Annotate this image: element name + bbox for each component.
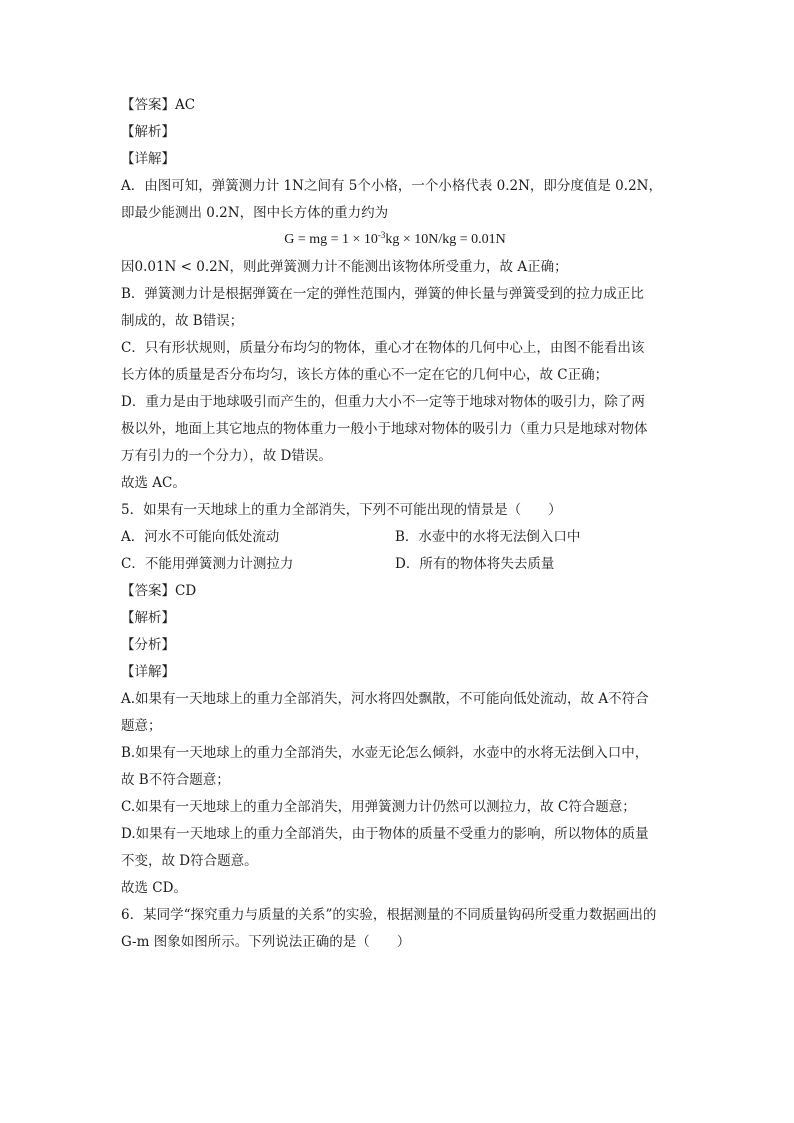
- q4-option-c-line-2: 长方体的质量是否分布均匀，该长方体的重心不一定在它的几何中心，故 C正确；: [121, 367, 609, 383]
- q4-conclusion: 故选 AC。: [121, 475, 186, 491]
- q5-fenxi-heading: 【分析】: [121, 637, 175, 653]
- formula-tail: kg × 10N/kg = 0.01N: [385, 232, 506, 247]
- q5-detail-heading: 【详解】: [121, 664, 175, 680]
- q5-analysis-heading: 【解析】: [121, 610, 175, 626]
- gravity-formula: [121, 231, 669, 249]
- q5-option-b-line-1: B.如果有一天地球上的重力全部消失，水壶无论怎么倾斜，水壶中的水将无法倒入口中，: [121, 745, 649, 761]
- q5-choice-d: D．所有的物体将失去质量: [395, 556, 555, 572]
- q5-choice-a: A．河水不可能向低处流动: [121, 529, 280, 545]
- q4-detail-heading: 【详解】: [121, 151, 175, 167]
- q4-option-b-line-2: 制成的，故 B错误；: [121, 313, 244, 329]
- formula-main: G = mg = 1 × 10: [284, 232, 378, 247]
- q5-choice-c: C．不能用弹簧测力计测拉力: [121, 556, 294, 572]
- q4-option-c-line-1: C．只有形状规则，质量分布均匀的物体，重心才在物体的几何中心上，由图不能看出该: [121, 340, 645, 356]
- q5-option-d-line-1: D.如果有一天地球上的重力全部消失，由于物体的质量不受重力的影响，所以物体的质量: [121, 826, 649, 842]
- q4-analysis-heading: 【解析】: [121, 124, 175, 140]
- q6-stem-line-1: 6．某同学“探究重力与质量的关系”的实验，根据测量的不同质量钩码所受重力数据画出的: [121, 907, 657, 923]
- q4-answer: 【答案】AC: [121, 97, 196, 113]
- q6-stem-line-2: G-m 图象如图所示。下列说法正确的是（ ）: [121, 934, 411, 950]
- q5-option-a-line-2: 题意；: [121, 718, 162, 734]
- q4-option-a-line-1: A．由图可知，弹簧测力计 1N之间有 5个小格，一个小格代表 0.2N，即分度值是 0.2N，: [121, 178, 662, 194]
- q5-option-d-line-2: 不变，故 D符合题意。: [121, 853, 258, 869]
- q4-option-d-line-3: 万有引力的一个分力），故 D错误。: [121, 448, 332, 464]
- q5-conclusion: 故选 CD。: [121, 880, 187, 896]
- q4-option-d-line-1: D．重力是由于地球吸引而产生的，但重力大小不一定等于地球对物体的吸引力，除了两: [121, 394, 645, 410]
- q5-option-a-line-1: A.如果有一天地球上的重力全部消失，河水将四处飘散，不可能向低处流动，故 A不符合: [121, 691, 649, 707]
- q5-stem: 5．如果有一天地球上的重力全部消失，下列不可能出现的情景是（ ）: [121, 502, 562, 518]
- q5-choice-b: B．水壶中的水将无法倒入口中: [395, 529, 581, 545]
- q4-option-a-line-2: 即最少能测出 0.2N，图中长方体的重力约为: [121, 205, 389, 221]
- q4-option-a-line-3: 因0.01N < 0.2N，则此弹簧测力计不能测出该物体所受重力，故 A正确；: [121, 259, 568, 275]
- q4-option-b-line-1: B．弹簧测力计是根据弹簧在一定的弹性范围内，弹簧的伸长量与弹簧受到的拉力成正比: [121, 286, 644, 302]
- q5-option-c-line-1: C.如果有一天地球上的重力全部消失，用弹簧测力计仍然可以测拉力，故 C符合题意；: [121, 799, 636, 815]
- formula-exponent: -3: [377, 230, 386, 240]
- q5-option-b-line-2: 故 B不符合题意；: [121, 772, 230, 788]
- q4-option-d-line-2: 极以外，地面上其它地点的物体重力一般小于地球对物体的吸引力（重力只是地球对物体: [121, 421, 648, 437]
- q5-answer: 【答案】CD: [121, 583, 197, 599]
